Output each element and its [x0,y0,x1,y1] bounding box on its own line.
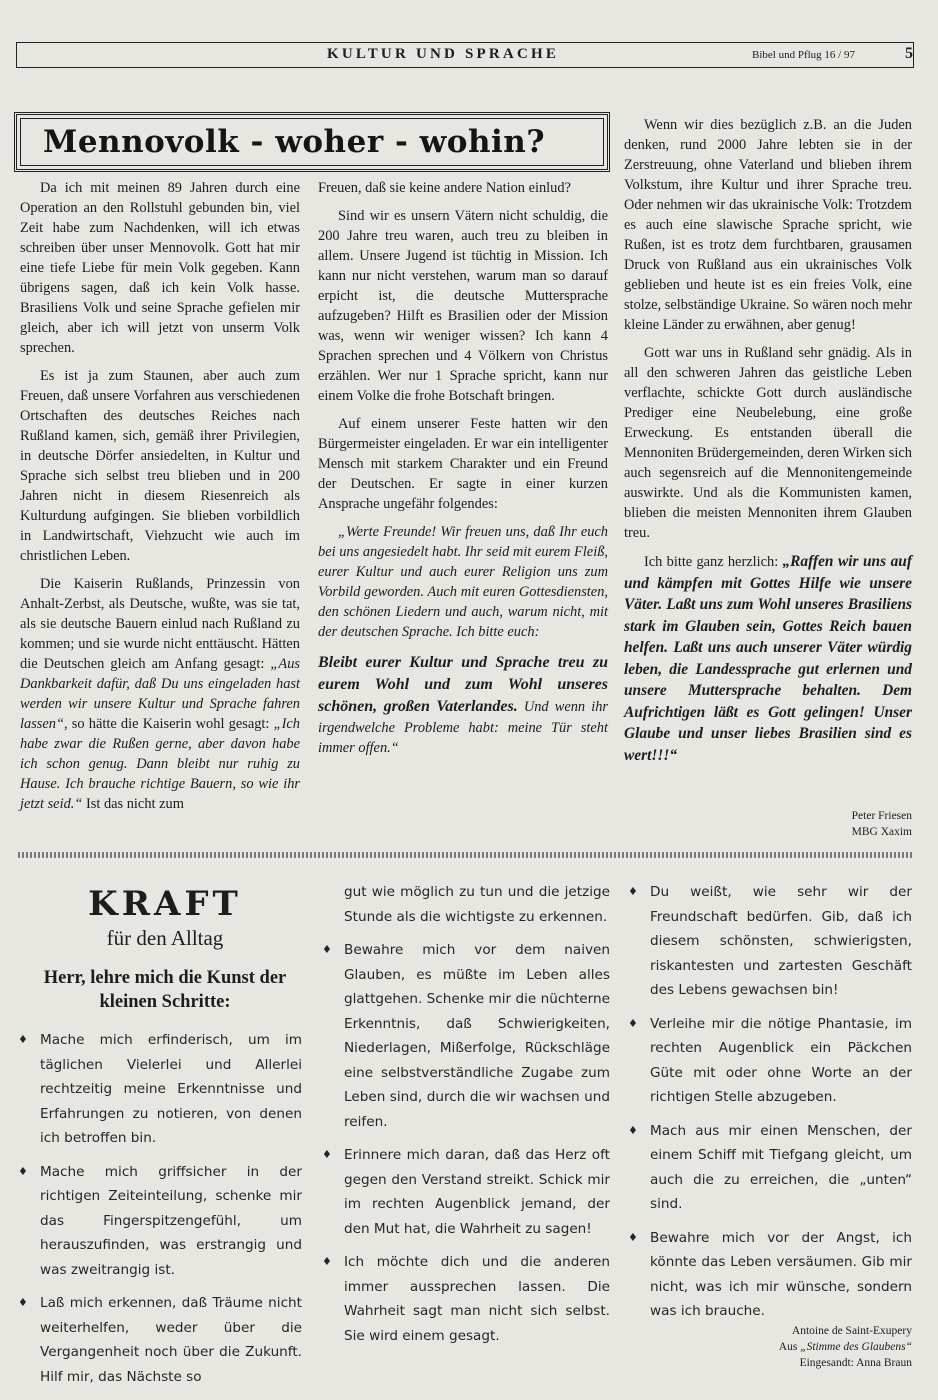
paragraph: Freuen, daß sie keine andere Nation einlud? [318,180,571,196]
list-item-text: Bewahre mich vor dem naiven Glauben, es müßte im Leben alles glattgehen. Schenke mir die nüchterne Erkenntnis, daß Schwierigkeiten, Niederlagen, Mißerfolge, Rückschläge eine selbstverständliche Zugabe zum Leben sind, durch die wir wachsen und reifen. [344,942,610,1130]
article-column-3 [624,115,912,766]
kraft-title: KRAFT [88,884,242,924]
paragraph: Da ich mit meinen 89 Jahren durch eine Operation an den Rollstuhl gebunden bin, viel Zeit habe zum Nachdenken, will ich etwas schreiben über unser Mennovolk. Gott hat mir eine tiefe Liebe für mein Volk gegeben. Kann übrigens sagen, daß ich kein Volk hasse. Brasiliens Volk und seine Sprache gefielen mir gleich, aber ich will jetzt von unserm Volk sprechen. [20,180,300,356]
text: so hätte die Kaiserin wohl gesagt: [67,716,274,732]
publication-info: Bibel und Pflug 16 / 97 [752,49,855,61]
author-place: MBG Xaxim [851,826,912,838]
diamond-bullet-icon: ♦ [322,1148,332,1161]
prayer-column-1 [18,1028,302,1389]
list-item [18,1028,302,1151]
credit-source: „Stimme des Glaubens“ [800,1341,912,1353]
article-author [780,808,912,840]
paragraph [20,574,300,814]
author-name: Peter Friesen [851,810,912,822]
list-item-continuation: gut wie möglich zu tun und die jetzige Stunde als die wichtigste zu erkennen. [344,884,610,925]
page-number: 5 [905,45,913,62]
list-item-text: Bewahre mich vor der Angst, ich könnte das Leben versäumen. Gib mir nicht, was ich mir wünsche, sondern was ich brauche. [650,1229,912,1319]
text: Ist das nicht zum [82,796,184,812]
diamond-bullet-icon: ♦ [18,1296,28,1309]
text: Ich bitte ganz herzlich: [644,554,783,570]
credit-sender: Eingesandt: Anna Braun [799,1357,912,1369]
kraft-subtitle: für den Alltag [106,926,224,950]
prayer-column-2 [322,880,610,1348]
prayer-title: Herr, lehre mich die Kunst der kleinen Schritte: [43,968,287,1012]
credit-source-line [700,1339,912,1355]
paragraph: Es ist ja zum Staunen, aber auch zum Freuen, daß unsere Vorfahren aus verschiedenen Ortschaften des deutsches Reiches nach Rußland kamen, sich, gemäß ihrer Privilegien, in deutsche Dörfer ansiedelten, in Kultur und Sprache sich selbst treu blieben und in 200 Jahren nicht in diesem Riesenreich als Kulturdung aufgingen. Sie blieben vorbildlich in Landwirtschaft, Viehzucht wie auch im christlichen Leben. [20,368,300,564]
list-item [18,1291,302,1389]
diamond-bullet-icon: ♦ [628,885,638,898]
list-item [322,1250,610,1348]
article-title-frame [20,118,604,166]
quote-paragraph [318,652,608,758]
paragraph: Gott war uns in Rußland sehr gnädig. Als in all den schweren Jahren das geistliche Leben verflachte, schickte Gott durch ausländische Prediger eine Neubelebung, eine große Erweckung. Es entstanden überall die Mennoniten Brüdergemeinden, deren Wirken sich auch segensreich auf die Mennonitengemeinde auswirkte. Und als die Kommunisten kamen, blieben die meisten Mennoniten ihrem Glauben treu. [624,345,912,541]
diamond-bullet-icon: ♦ [18,1164,28,1178]
list-item [628,880,912,1003]
paragraph: Wenn wir dies bezüglich z.B. an die Juden denken, rund 2000 Jahre lebten sie in der Zerstreuung, ohne Vaterland und blieben ihrem Volkstum, ihre Kultur und ihrer Sprache treu. Oder nehmen wir das ukrainische Volk: Trotzdem es auch eine slawische Sprache spricht, wie Rußen, ist es trotz dem furchtbaren, grausamen Druck von Rußland aus ein ukrainisches Volk geblieben und heute ist es ein freies Volk, eine stolze, selbständige Ukraine. So wären noch mehr kleine Länder zu erwähnen, aber genug! [624,117,912,333]
paragraph: Auf einem unserer Feste hatten wir den Bürgermeister eingeladen. Er war ein intelligenter Mensch mit starkem Charakter und ein Freund der Deutschen. Er sagte in einer kurzen Ansprache ungefähr folgendes: [318,416,608,512]
text: Die Kaiserin Rußlands, Prinzessin von Anhalt-Zerbst, als Deutsche, wußte, was sie tat, als sie deutsche Bauern einlud nach Rußland zu kommen; und sie wurde nicht enttäuscht. Hätten die Deutschen gleich am Anfang gesagt: [20,576,300,672]
article-column-2 [318,178,608,758]
list-item-text: Du weißt, wie sehr wir der Freundschaft bedürfen. Gib, daß ich diesem schönsten, schwierigsten, riskantesten und zartesten Geschäft des Lebens gewachsen bin! [650,884,912,998]
quote: Und wenn ihr irgendwelche Probleme habt: meine Tür steht immer offen.“ [318,699,608,756]
list-item [322,938,610,1134]
list-item [322,1143,610,1241]
article-column-1 [20,178,300,814]
diamond-bullet-icon: ♦ [18,1033,28,1046]
list-item-text: Laß mich erkennen, daß Träume nicht weiterhelfen, weder über die Vergangenheit noch über die Zukunft. Hilf mir, das Nächste so [40,1295,302,1385]
quote: „Ich habe zwar die Rußen gerne, aber davon habe ich schon genug. Dann bleibt nur ruhig zu Hause. Ich brauche richtige Bauern, so wie ihr jetzt seid.“ [20,716,300,812]
list-item [18,1160,302,1283]
credit-author: Antoine de Saint-Exupery [791,1325,912,1337]
quote: „Aus Dankbarkeit dafür, daß Du uns eingeladen hast werden wir unsere Kultur und Sprache fahren lassen“, [20,656,300,732]
list-item [628,1226,912,1324]
list-item-text: Ich möchte dich und die anderen immer aussprechen lassen. Die Wahrheit sagt man nicht sich selbst. Sie wird einem gesagt. [344,1254,610,1344]
quote-paragraph: „Werte Freunde! Wir freuen uns, daß Ihr euch bei uns angesiedelt habt. Ihr seid mit eurem Fleiß, eurer Kultur und auch eurer Religion uns zum Vorbild geworden. Auch mit euren Gottesdiensten, den schönen Liedern und auch, warum nicht, mit der deutschen Sprache. Ich bitte euch: [318,524,608,640]
section-title: KULTUR UND SPRACHE [327,46,560,62]
diamond-bullet-icon: ♦ [628,1230,638,1244]
emphasis: Bleibt eurer Kultur und Sprache treu zu eurem Wohl und zum Wohl unseres schönen, großen Vaterlandes. [318,654,608,715]
emphasis: „Raffen wir uns auf und kämpfen mit Gottes Hilfe wie unsere Väter. Laßt uns zum Wohl unseres Brasiliens stark im Glauben sein, Gottes Reich bauen helfen. Laßt uns auch unserer Väter würdig leben, die Landessprache gut erlernen und unsere Muttersprache behalten. Dem Aufrichtigen läßt es Gott gelingen! Unser Glaube und unser liebes Brasilien sind es wert!!!“ [624,553,912,764]
paragraph: Sind wir es unsern Vätern nicht schuldig, die 200 Jahre treu waren, auch treu zu bleiben in allem. Unsere Jugend ist tüchtig in Mission. Ich kann nur nicht verstehen, warum man so darauf erpicht ist, die deutsche Muttersprache aufzugeben? Hilft es Brasilien oder der Mission was, wenn wir weniger wissen? Ich kann 4 Sprachen sprechen und 4 Völkern von Christus erzählen. Wer nur 1 Sprache spricht, kann nur einem Volke die frohe Botschaft bringen. [318,208,608,404]
prayer-column-3 [628,880,912,1324]
list-item-text: Mach aus mir einen Menschen, der einem Schiff mit Tiefgang gleicht, um auch die zu erreichen, die „unten“ sind. [650,1122,912,1212]
article-title: Mennovolk - woher - wohin? [43,124,545,160]
diamond-bullet-icon: ♦ [322,1255,332,1268]
list-item [628,1012,912,1110]
list-item-text: Erinnere mich daran, daß das Herz oft gegen den Verstand streikt. Schick mir im rechten Augenblick jemand, der den Mut hat, die Wahrheit zu sagen! [344,1147,610,1237]
list-item-text: Mache mich griffsicher in der richtigen Zeiteinteilung, schenke mir das Fingerspitzengefühl, um herauszufinden, was erstrangig und was zweitrangig ist. [40,1163,302,1278]
diamond-bullet-icon: ♦ [628,1123,638,1137]
list-item [628,1119,912,1217]
list-item-text: Verleihe mir die nötige Phantasie, im rechten Augenblick ein Päckchen Güte mit oder ohne Worte an der richtigen Stelle abzugeben. [650,1015,912,1105]
credit-source-prefix: Aus [778,1341,801,1353]
page-header [16,42,914,68]
prayer-credit [700,1323,912,1371]
paragraph [624,551,912,766]
diamond-bullet-icon: ♦ [322,943,332,956]
section-divider [18,852,912,858]
article-title-box [14,112,610,172]
list-item-text: Mache mich erfinderisch, um im täglichen Vielerlei und Allerlei rechtzeitig meine Erkenntnisse und Erfahrungen zu notieren, von denen ich betroffen bin. [40,1032,302,1146]
diamond-bullet-icon: ♦ [628,1016,638,1030]
